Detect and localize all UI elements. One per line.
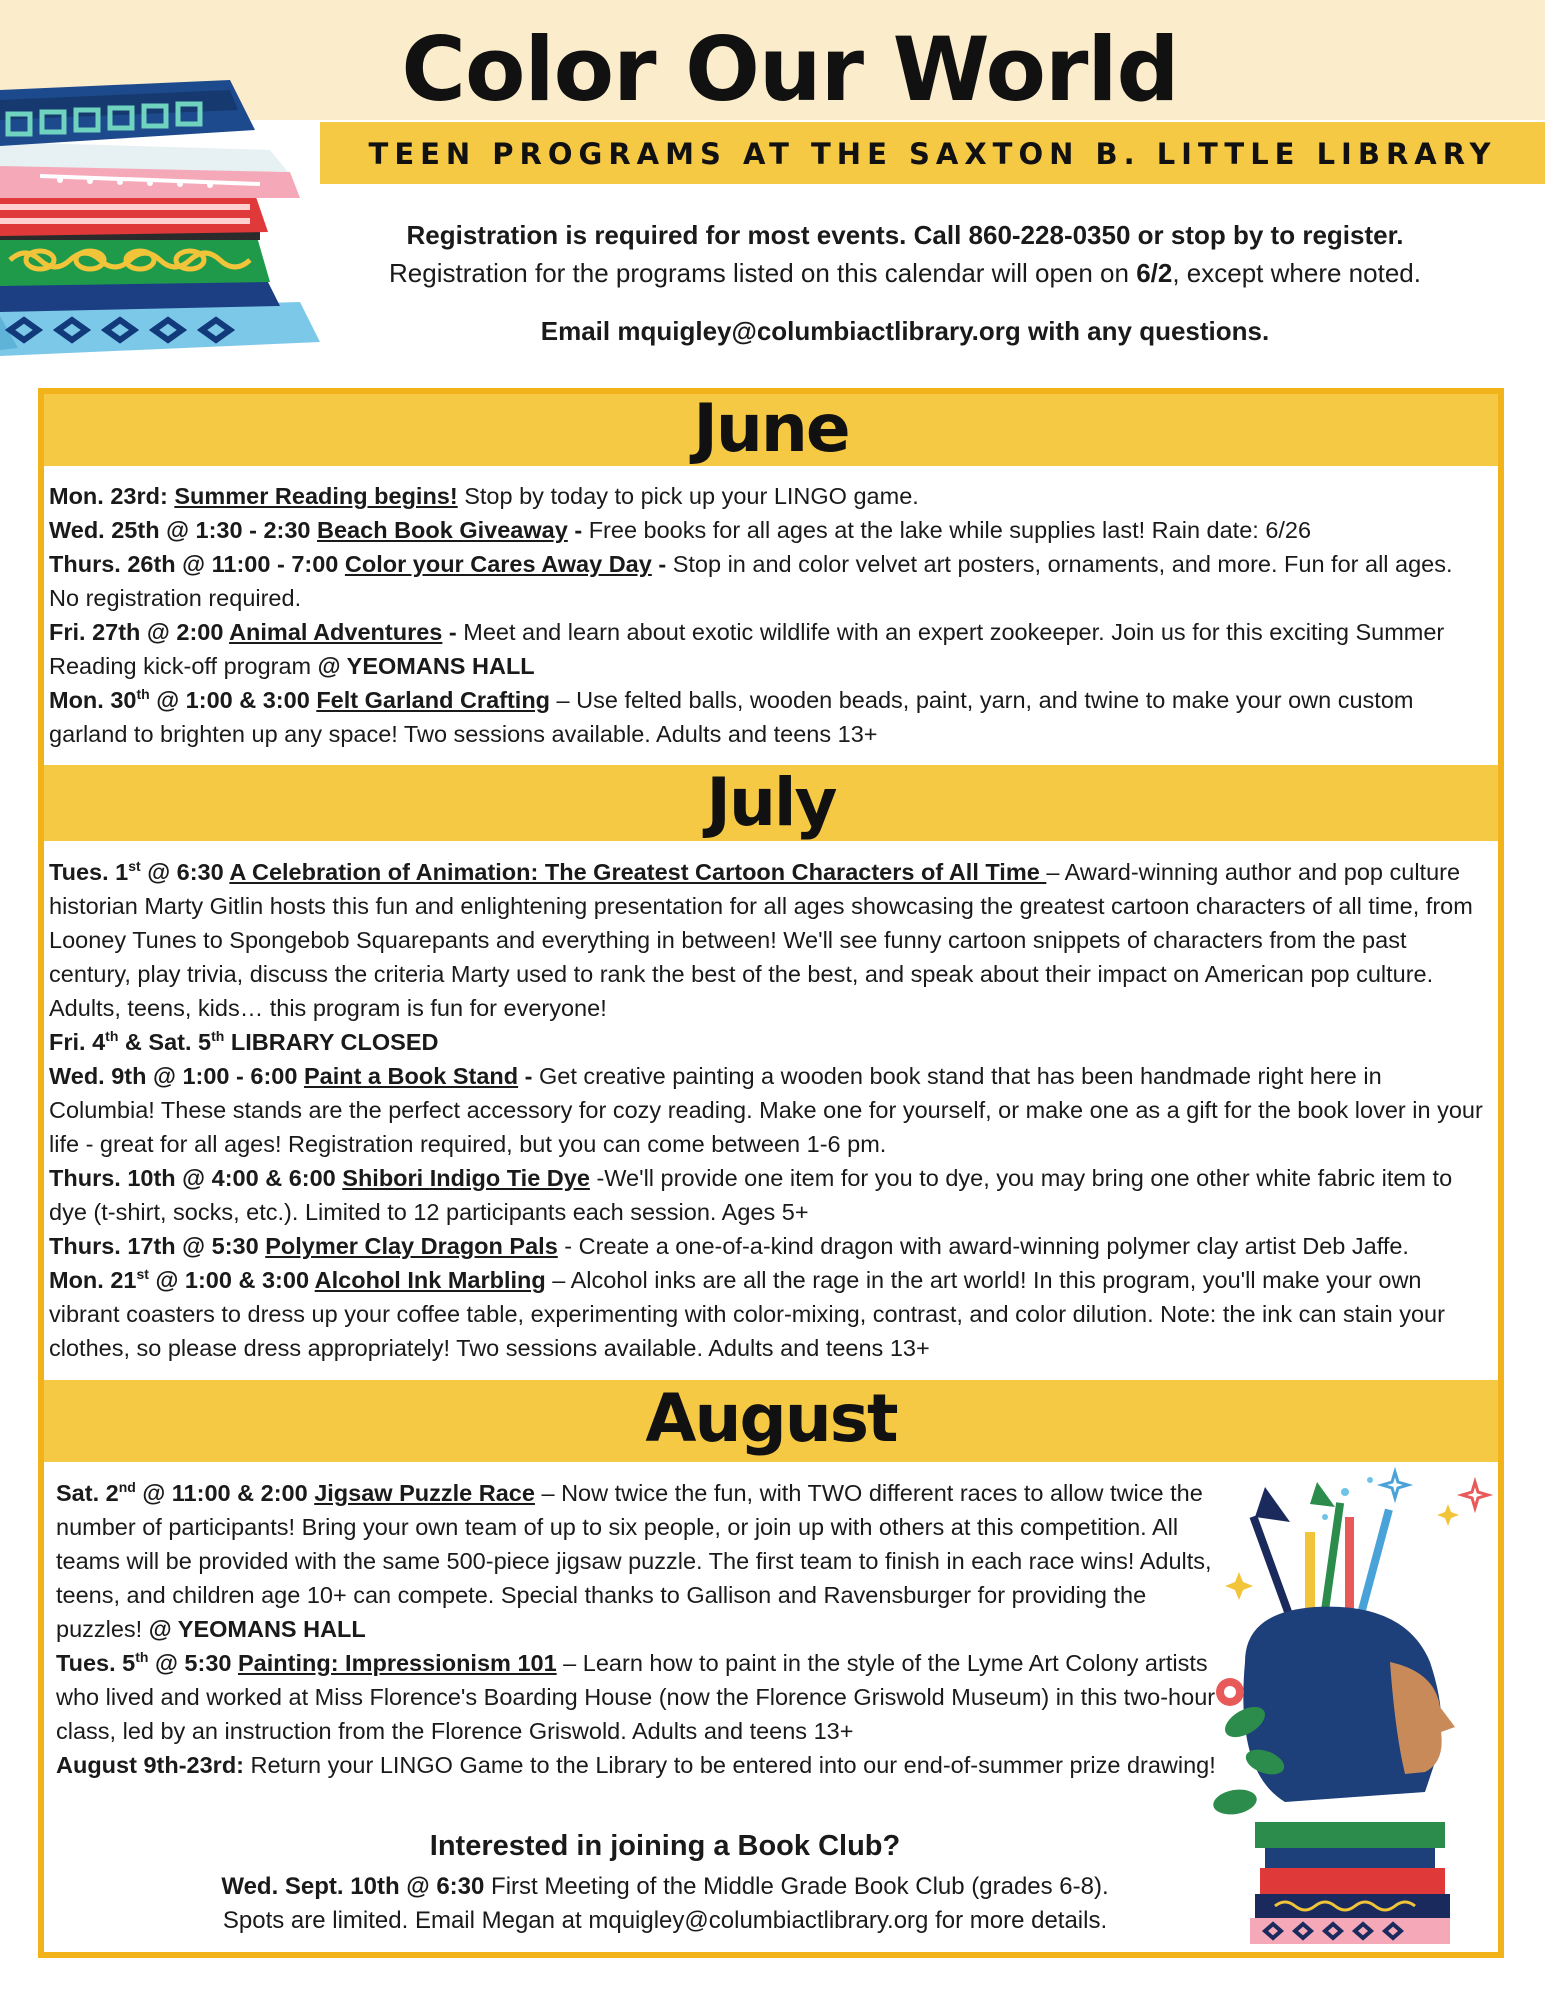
book-red-icon — [0, 194, 268, 236]
event-item: Fri. 4th & Sat. 5th LIBRARY CLOSED — [49, 1028, 439, 1055]
event-item: Mon. 30th @ 1:00 & 3:00 Felt Garland Crafting – Use felted balls, wooden beads, paint, yarn, and twine to make your own custom garland to brighten up any space! Two sessions available. Adults and teens 13+ — [49, 686, 1414, 747]
event-item: Wed. 9th @ 1:00 - 6:00 Paint a Book Stand - Get creative painting a wooden book stand that has been handmade right here in Columbia! These stands are the perfect accessory for cozy reading. Make one for yourself, or make one as a gift for the book lover in your life - great for all ages! Registration required, but you can come between 1-6 pm. — [49, 1063, 1483, 1157]
registration-intro — [330, 216, 1480, 350]
registration-required-line: Registration is required for most events. Call 860-228-0350 or stop by to register. — [406, 220, 1404, 250]
june-events — [49, 479, 1489, 751]
august-events — [56, 1476, 1236, 1782]
event-item: Fri. 27th @ 2:00 Animal Adventures - Meet and learn about exotic wildlife with an expert zookeeper. Join us for this exciting Summer Reading kick-off program @ YEOMANS HALL — [49, 619, 1445, 679]
month-july-heading: July — [706, 764, 836, 841]
month-june-heading: June — [693, 390, 849, 467]
event-item: Sat. 2nd @ 11:00 & 2:00 Jigsaw Puzzle Race – Now twice the fun, with TWO different races to allow twice the number of participants! Bring your own team of up to six people, or join up with others at this competition. All teams will be provided with the same 500-piece jigsaw puzzle. The first team to finish in each race wins! Adults, teens, and children age 10+ can compete. Special thanks to Gallison and Ravensburger for providing the puzzles! @ YEOMANS HALL — [56, 1479, 1212, 1642]
contact-email-line: Email mquigley@columbiactlibrary.org with any questions. — [540, 316, 1270, 346]
registration-open-line: Registration for the programs listed on this calendar will open on 6/2, except where noted. — [389, 258, 1421, 288]
event-item: Tues. 5th @ 5:30 Painting: Impressionism 101 – Learn how to paint in the style of the Lyme Art Colony artists who lived and worked at Miss Florence's Boarding House (now the Florence Griswold Museum) in this two-hour class, led by an instruction from the Florence Griswold. Adults and teens 13+ — [56, 1649, 1216, 1744]
sparkle-icon — [1225, 1504, 1459, 1600]
event-item: August 9th-23rd: Return your LINGO Game to the Library to be entered into our end-of-summer prize drawing! — [56, 1752, 1216, 1778]
book-stack-illustration — [0, 80, 330, 370]
july-events — [49, 855, 1489, 1365]
event-item: Thurs. 10th @ 4:00 & 6:00 Shibori Indigo Tie Dye -We'll provide one item for you to dye, you may bring one other white fabric item to dye (t-shirt, socks, etc.). Limited to 12 participants each session. Ages 5+ — [49, 1165, 1453, 1225]
star-outline-icon — [1462, 1482, 1488, 1508]
book-club-heading: Interested in joining a Book Club? — [429, 1830, 901, 1862]
book-stack-small-icon — [1250, 1822, 1450, 1944]
registration-date: 6/2 — [1136, 258, 1173, 288]
book-green-icon — [0, 230, 270, 286]
event-item: Thurs. 26th @ 11:00 - 7:00 Color your Cares Away Day - Stop in and color velvet art posters, ornaments, and more. Fun for all ages. No registration required. — [49, 551, 1453, 611]
book-club-meeting: Wed. Sept. 10th @ 6:30 First Meeting of the Middle Grade Book Club (grades 6-8). — [221, 1873, 1109, 1900]
book-club-section — [90, 1826, 1240, 1938]
month-august-heading: August — [645, 1380, 897, 1457]
head-profile-icon — [1211, 1607, 1455, 1818]
artist-head-illustration — [1205, 1462, 1495, 1952]
page-title: Color Our World — [401, 18, 1179, 121]
event-item: Thurs. 17th @ 5:30 Polymer Clay Dragon Pals - Create a one-of-a-kind dragon with award-winning polymer clay artist Deb Jaffe. — [49, 1233, 1409, 1259]
book-top-navy-icon — [0, 80, 255, 146]
event-item: Wed. 25th @ 1:30 - 2:30 Beach Book Giveaway - Free books for all ages at the lake while supplies last! Rain date: 6/26 — [49, 517, 1312, 543]
event-item: Tues. 1st @ 6:30 A Celebration of Animation: The Greatest Cartoon Characters of All Time – Award-winning author and pop culture historian Marty Gitlin hosts this fun and enlightening presentation for all ages showcasing the greatest cartoon characters of all time, from Looney Tunes to Spongebob Squarepants and everything in between! We'll see funny cartoon snippets of characters from the past century, play trivia, discuss the criteria Marty used to rank the best of the best, and speak about their impact on American pop culture. Adults, teens, kids… this program is fun for everyone! — [49, 858, 1473, 1021]
book-club-contact: Spots are limited. Email Megan at mquigley@columbiactlibrary.org for more details. — [222, 1907, 1108, 1934]
event-item: Mon. 23rd: Summer Reading begins! Stop by today to pick up your LINGO game. — [49, 483, 919, 509]
event-item: Mon. 21st @ 1:00 & 3:00 Alcohol Ink Marbling – Alcohol inks are all the rage in the art world! In this program, you'll make your own vibrant coasters to dress up your coffee table, experimenting with color-mixing, contrast, and color dilution. Note: the ink can stain your clothes, so please dress appropriately! Two sessions available. Adults and teens 13+ — [49, 1266, 1445, 1361]
page-subtitle: TEEN PROGRAMS AT THE SAXTON B. LITTLE LIBRARY — [368, 137, 1497, 171]
